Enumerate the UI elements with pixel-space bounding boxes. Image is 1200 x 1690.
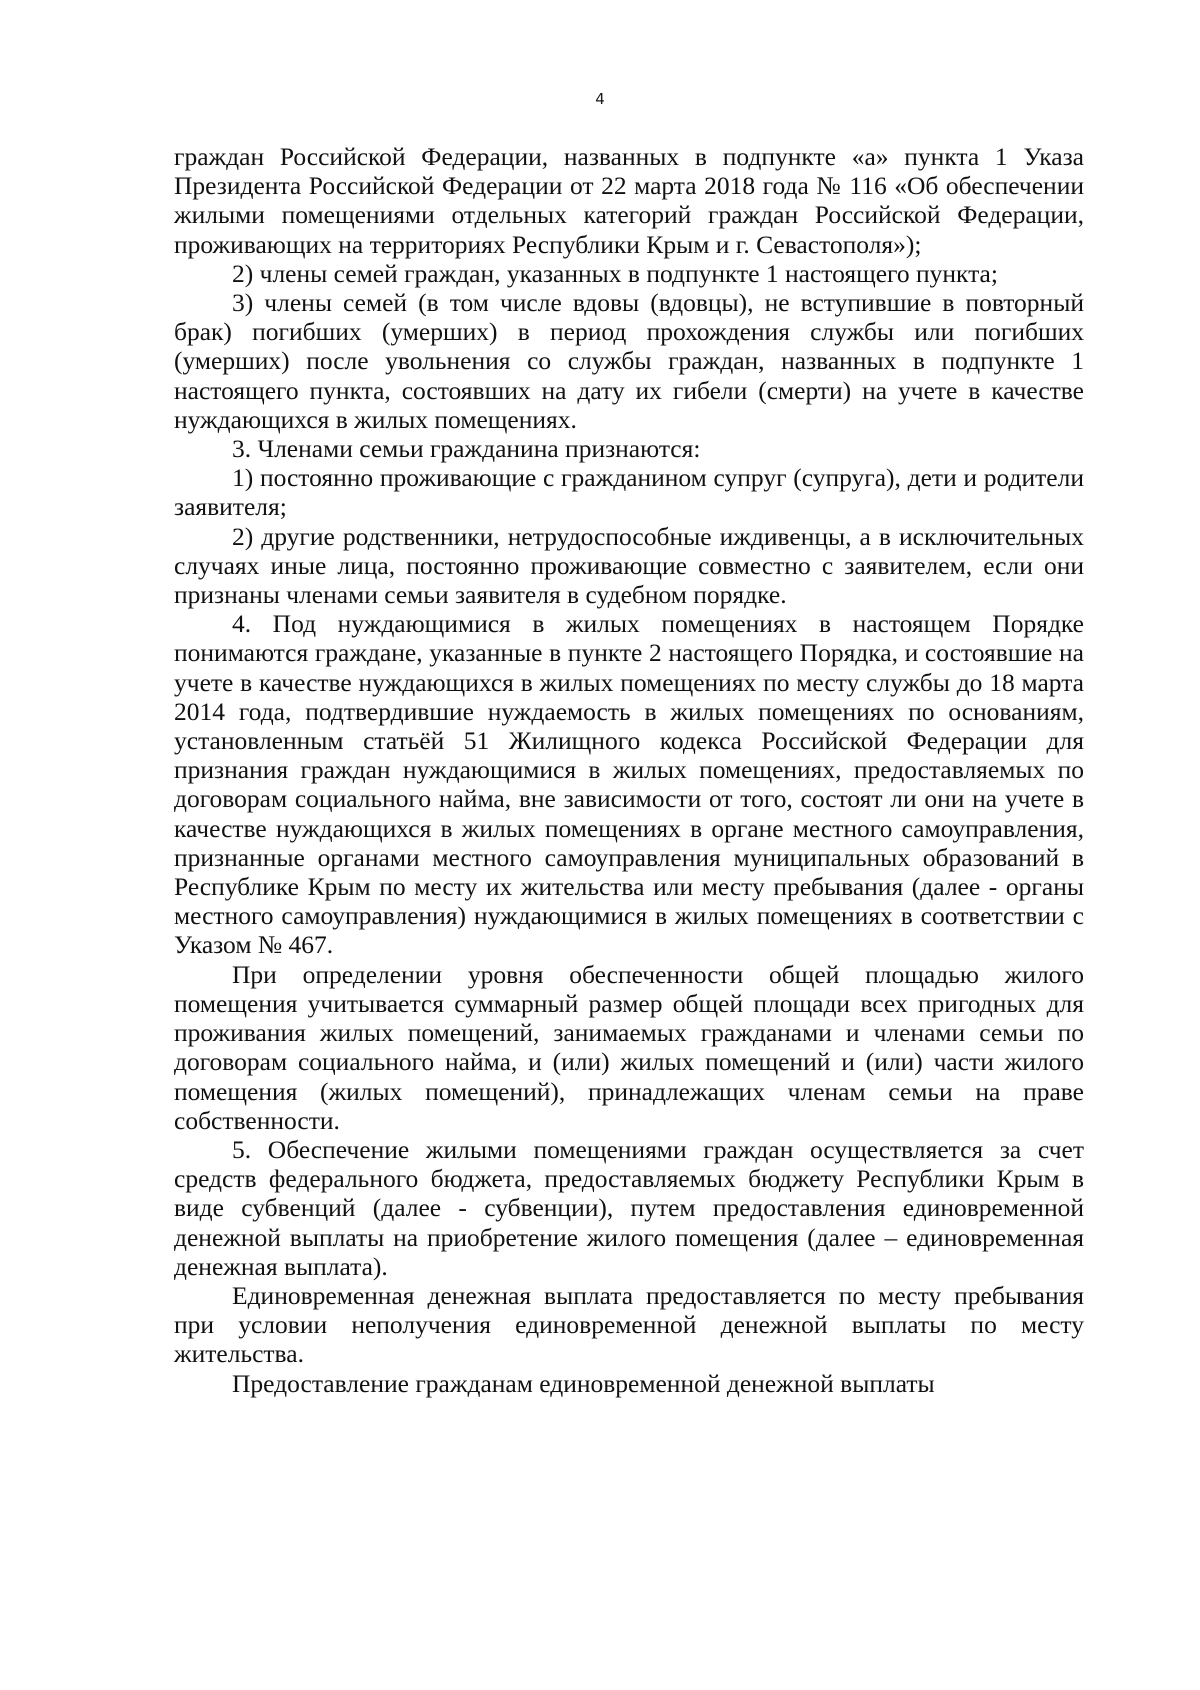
paragraph-clause-3-item-1: 1) постоянно проживающие с гражданином супруг (супруга), дети и родители заявителя; bbox=[174, 463, 1084, 522]
paragraph-payment-location: Единовременная денежная выплата предоставляется по месту пребывания при условии неполучения единовременной денежной выплаты по месту жительства. bbox=[174, 1280, 1084, 1369]
page-number: 4 bbox=[595, 90, 605, 108]
paragraph-continuation: граждан Российской Федерации, названных в подпункте «а» пункта 1 Указа Президента Российской Федерации от 22 марта 2018 года № 116 «Об обеспечении жилыми помещениями отдельных категорий граждан Российской Федерации, проживающих на территориях Республики Крым и г. Севастополя»); bbox=[174, 142, 1084, 259]
document-body bbox=[174, 142, 1084, 1398]
paragraph-item-3: 3) члены семей (в том числе вдовы (вдовцы), не вступившие в повторный брак) погибших (умерших) в период прохождения службы или погибших (умерших) после увольнения со службы граждан, названных в подпункте 1 настоящего пункта, состоявших на дату их гибели (смерти) на учете в качестве нуждающихся в жилых помещениях. bbox=[174, 288, 1084, 434]
paragraph-clause-3-heading: 3. Членами семьи гражданина признаются: bbox=[232, 434, 701, 464]
paragraph-item-2: 2) члены семей граждан, указанных в подпункте 1 настоящего пункта; bbox=[232, 258, 998, 288]
paragraph-clause-4: 4. Под нуждающимися в жилых помещениях в настоящем Порядке понимаются граждане, указанные в пункте 2 настоящего Порядка, и состоявшие на учете в качестве нуждающихся в жилых помещениях по месту службы до 18 марта 2014 года, подтвердившие нуждаемость в жилых помещениях по основаниям, установленным статьёй 51 Жилищного кодекса Российской Федерации для признания граждан нуждающимися в жилых помещениях, предоставляемых по договорам социального найма, вне зависимости от того, состоят ли они на учете в качестве нуждающихся в жилых помещениях в органе местного самоуправления, признанные органами местного самоуправления муниципальных образований в Республике Крым по месту их жительства или месту пребывания (далее - органы местного самоуправления) нуждающимися в жилых помещениях в соответствии с Указом № 467. bbox=[174, 609, 1084, 960]
paragraph-area-calculation: При определении уровня обеспеченности общей площадью жилого помещения учитывается суммарный размер общей площади всех пригодных для проживания жилых помещений, занимаемых гражданами и членами семьи по договорам социального найма, и (или) жилых помещений и (или) части жилого помещения (жилых помещений), принадлежащих членам семьи на праве собственности. bbox=[174, 959, 1084, 1135]
paragraph-clause-5: 5. Обеспечение жилыми помещениями граждан осуществляется за счет средств федерального бюджета, предоставляемых бюджету Республики Крым в виде субвенций (далее - субвенции), путем предоставления единовременной денежной выплаты на приобретение жилого помещения (далее – единовременная денежная выплата). bbox=[174, 1134, 1084, 1281]
paragraph-payment-provision: Предоставление гражданам единовременной денежной выплаты bbox=[232, 1368, 935, 1398]
paragraph-clause-3-item-2: 2) другие родственники, нетрудоспособные иждивенцы, а в исключительных случаях иные лица, постоянно проживающие совместно с заявителем, если они признаны членами семьи заявителя в судебном порядке. bbox=[174, 521, 1084, 610]
